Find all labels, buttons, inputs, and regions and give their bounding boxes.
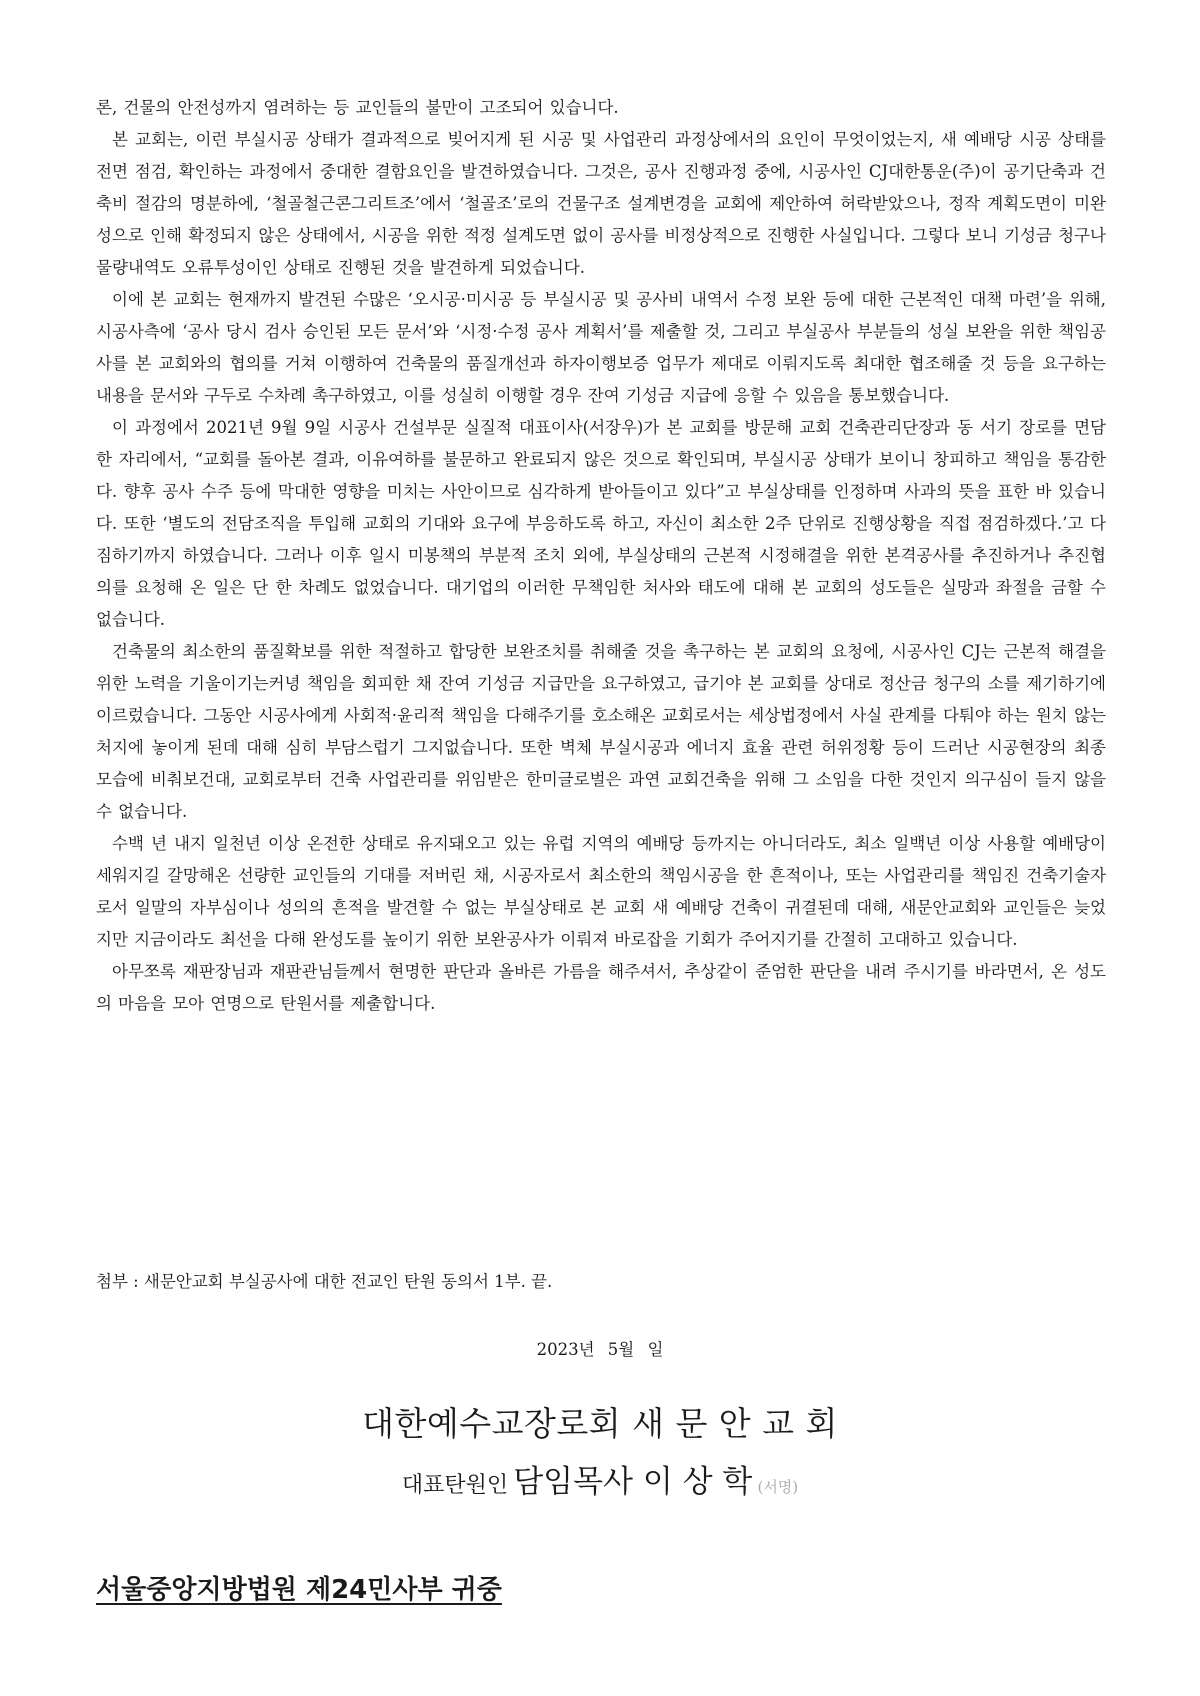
document-date: 2023년 5월 일 (536, 1340, 664, 1359)
petition-body (96, 92, 1106, 1020)
organization-name: 대한예수교장로회 새 문 안 교 회 (362, 1404, 838, 1443)
addressee-court: 서울중앙지방법원 제24민사부 귀중 (96, 1575, 502, 1605)
paragraph-demands: 이에 본 교회는 현재까지 발견된 수많은 ‘오시공·미시공 등 부실시공 및 공사비 내역서 수정 보완 등에 대한 근본적인 대책 마련’을 위해, 시공사측에 ‘공사 당시 검사 승인된 모든 문서’와 ‘시정·수정 공사 계획서’를 제출할 것, 그리고 부실공사 부분들의 성실 보완을 위한 책임공사를 본 교회와의 협의를 거쳐 이행하여 건축물의 품질개선과 하자이행보증 업무가 제대로 이뤄지도록 최대한 협조해줄 것 등을 요구하는 내용을 문서와 구두로 수차례 촉구하였고, 이를 성실히 이행할 경우 잔여 기성금 지급에 응할 수 있음을 통보했습니다. (96, 290, 1106, 405)
paragraph-continuation: 론, 건물의 안전성까지 염려하는 등 교인들의 불만이 고조되어 있습니다. (96, 98, 619, 117)
signer-name: 담임목사 이 상 학 (513, 1464, 753, 1500)
paragraph-lawsuit: 건축물의 최소한의 품질확보를 위한 적절하고 합당한 보완조치를 취해줄 것을 촉구하는 본 교회의 요청에, 시공사인 CJ는 근본적 해결을 위한 노력을 기울이기는커녕 책임을 회피한 채 잔여 기성금 지급만을 요구하였고, 급기야 본 교회를 상대로 정산금 청구의 소를 제기하기에 이르렀습니다. 그동안 시공사에게 사회적·윤리적 책임을 다해주기를 호소해온 교회로서는 세상법정에서 사실 관계를 다퉈야 하는 원치 않는 처지에 놓이게 된데 대해 심히 부담스럽기 그지없습니다. 또한 벽체 부실시공과 에너지 효율 관련 허위정황 등이 드러난 시공현장의 최종 모습에 비춰보건대, 교회로부터 건축 사업관리를 위임받은 한미글로벌은 과연 교회건축을 위해 그 소임을 다한 것인지 의구심이 들지 않을 수 없습니다. (96, 642, 1106, 821)
signer-role: 대표탄원인 (401, 1473, 509, 1498)
attachment-note: 첨부 : 새문안교회 부실공사에 대한 전교인 탄원 동의서 1부. 끝. (96, 1272, 553, 1291)
paragraph-closing-request: 아무쪼록 재판장님과 재판관님들께서 현명한 판단과 올바른 가름을 해주셔서, 추상같이 준엄한 판단을 내려 주시기를 바라면서, 온 성도의 마음을 모아 연명으로 탄원서를 제출합니다. (96, 962, 1106, 1013)
paragraph-ceo-visit: 이 과정에서 2021년 9월 9일 시공사 건설부문 실질적 대표이사(서장우)가 본 교회를 방문해 교회 건축관리단장과 동 서기 장로를 면담한 자리에서, “교회를 돌아본 결과, 이유여하를 불문하고 완료되지 않은 것으로 확인되며, 부실시공 상태가 보이니 창피하고 책임을 통감한다. 향후 공사 수주 등에 막대한 영향을 미치는 사안이므로 심각하게 받아들이고 있다”고 부실상태를 인정하며 사과의 뜻을 표한 바 있습니다. 또한 ‘별도의 전담조직을 투입해 교회의 기대와 요구에 부응하도록 하고, 자신이 최소한 2주 단위로 진행상황을 직접 점검하겠다.’고 다짐하기까지 하였습니다. 그러나 이후 일시 미봉책의 부분적 조치 외에, 부실상태의 근본적 시정해결을 위한 본격공사를 추진하거나 추진협의를 요청해 온 일은 단 한 차례도 없었습니다. 대기업의 이러한 무책임한 처사와 태도에 대해 본 교회의 성도들은 실망과 좌절을 금할 수 없습니다. (96, 418, 1106, 629)
signer-line (0, 1462, 1200, 1507)
paragraph-defect-cause: 본 교회는, 이런 부실시공 상태가 결과적으로 빚어지게 된 시공 및 사업관리 과정상에서의 요인이 무엇이었는지, 새 예배당 시공 상태를 전면 점검, 확인하는 과정에서 중대한 결함요인을 발견하였습니다. 그것은, 공사 진행과정 중에, 시공사인 CJ대한통운(주)이 공기단축과 건축비 절감의 명분하에, ‘철골철근콘그리트조’에서 ‘철골조’로의 건물구조 설계변경을 교회에 제안하여 허락받았으나, 정작 계획도면이 미완성으로 인해 확정되지 않은 상태에서, 시공을 위한 적정 설계도면 없이 공사를 비정상적으로 진행한 사실입니다. 그렇다 보니 기성금 청구나 물량내역도 오류투성이인 상태로 진행된 것을 발견하게 되었습니다. (96, 130, 1106, 277)
paragraph-hope: 수백 년 내지 일천년 이상 온전한 상태로 유지돼오고 있는 유럽 지역의 예배당 등까지는 아니더라도, 최소 일백년 이상 사용할 예배당이 세워지길 갈망해온 선량한 교인들의 기대를 저버린 채, 시공자로서 최소한의 책임시공을 한 흔적이나, 또는 사업관리를 책임진 건축기술자로서 일말의 자부심이나 성의의 흔적을 발견할 수 없는 부실상태로 본 교회 새 예배당 건축이 귀결된데 대해, 새문안교회와 교인들은 늦었지만 지금이라도 최선을 다해 완성도를 높이기 위한 보완공사가 이뤄져 바로잡을 기회가 주어지기를 간절히 고대하고 있습니다. (96, 834, 1106, 949)
signature-mark: (서명) (757, 1478, 799, 1496)
